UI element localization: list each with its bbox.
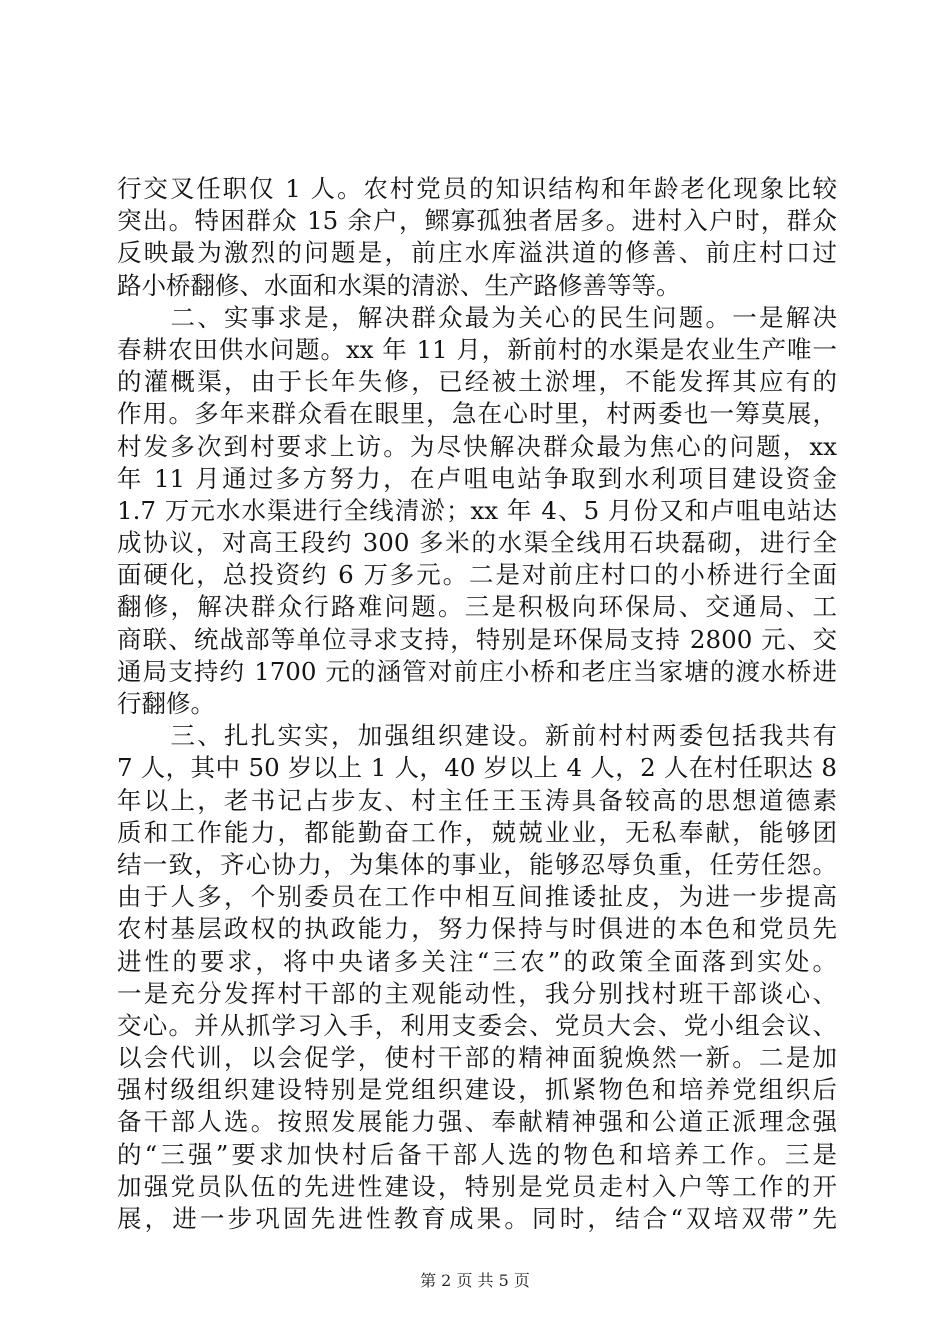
text-line: 面硬化，总投资约 6 万多元。二是对前庄村口的小桥进行全面 (117, 560, 837, 590)
text-line: 作用。多年来群众看在眼里，急在心时里，村两委也一筹莫展， (117, 399, 837, 429)
text-line: 春耕农田供水问题。xx 年 11 月，新前村的水渠是农业生产唯一 (117, 334, 837, 364)
text-line: 商联、统战部等单位寻求支持，特别是环保局支持 2800 元、交 (117, 624, 837, 654)
text-line: 7 人，其中 50 岁以上 1 人，40 岁以上 4 人，2 人在村任职达 8 (117, 753, 837, 783)
text-line: 强村级组织建设特别是党组织建设，抓紧物色和培养党组织后 (117, 1075, 837, 1105)
page-footer: 第 2 页 共 5 页 (420, 1271, 530, 1290)
text-line: 农村基层政权的执政能力，努力保持与时俱进的本色和党员先 (117, 914, 837, 944)
text-line: 行翻修。 (117, 689, 215, 718)
text-line: 1.7 万元水水渠进行全线清淤；xx 年 4、5 月份又和卢咀电站达 (117, 495, 837, 525)
text-line: 路小桥翻修、水面和水渠的清淤、生产路修善等等。 (117, 270, 681, 300)
text-line: 通局支持约 1700 元的涵管对前庄小桥和老庄当家塘的渡水桥进 (117, 656, 837, 686)
text-line: 质和工作能力，都能勤奋工作，兢兢业业，无私奉献，能够团 (117, 817, 837, 847)
text-line: 成协议，对高王段约 300 多米的水渠全线用石块磊砌，进行全 (117, 528, 837, 558)
text-line: 以会代训，以会促学，使村干部的精神面貌焕然一新。二是加 (117, 1043, 837, 1073)
text-line: 交心。并从抓学习入手，利用支委会、党员大会、党小组会议、 (117, 1010, 837, 1040)
text-line: 的“三强”要求加快村后备干部人选的物色和培养工作。三是 (117, 1139, 837, 1169)
text-line: 进性的要求，将中央诸多关注“三农”的政策全面落到实处。 (117, 946, 837, 976)
text-line: 行交叉任职仅 1 人。农村党员的知识结构和年龄老化现象比较 (117, 174, 837, 203)
text-line: 的灌概渠，由于长年失修，已经被土淤埋，不能发挥其应有的 (117, 367, 837, 397)
text-line: 年以上，老书记占步友、村主任王玉涛具备较高的思想道德素 (117, 785, 837, 815)
text-line: 加强党员队伍的先进性建设，特别是党员走村入户等工作的开 (117, 1171, 837, 1201)
text-line: 突出。特困群众 15 余户，鳏寡孤独者居多。进村入户时，群众 (117, 206, 837, 236)
text-line: 一是充分发挥村干部的主观能动性，我分别找村班干部谈心、 (117, 978, 837, 1008)
text-line: 二、实事求是，解决群众最为关心的民生问题。一是解决 (117, 302, 837, 332)
text-line: 展，进一步巩固先进性教育成果。同时，结合“双培双带”先 (117, 1204, 837, 1233)
text-line: 三、扎扎实实，加强组织建设。新前村村两委包括我共有 (117, 721, 837, 751)
body-text (117, 173, 837, 1235)
text-line: 结一致，齐心协力，为集体的事业，能够忍辱负重，任劳任怨。 (117, 849, 837, 879)
text-line: 由于人多，个别委员在工作中相互间推诿扯皮，为进一步提高 (117, 882, 837, 912)
text-line: 备干部人选。按照发展能力强、奉献精神强和公道正派理念强 (117, 1107, 837, 1137)
text-line: 村发多次到村要求上访。为尽快解决群众最为焦心的问题，xx (117, 431, 837, 461)
text-line: 翻修，解决群众行路难问题。三是积极向环保局、交通局、工 (117, 592, 837, 622)
text-line: 年 11 月通过多方努力，在卢咀电站争取到水利项目建设资金 (117, 463, 837, 493)
text-line: 反映最为激烈的问题是，前庄水库溢洪道的修善、前庄村口过 (117, 238, 837, 268)
